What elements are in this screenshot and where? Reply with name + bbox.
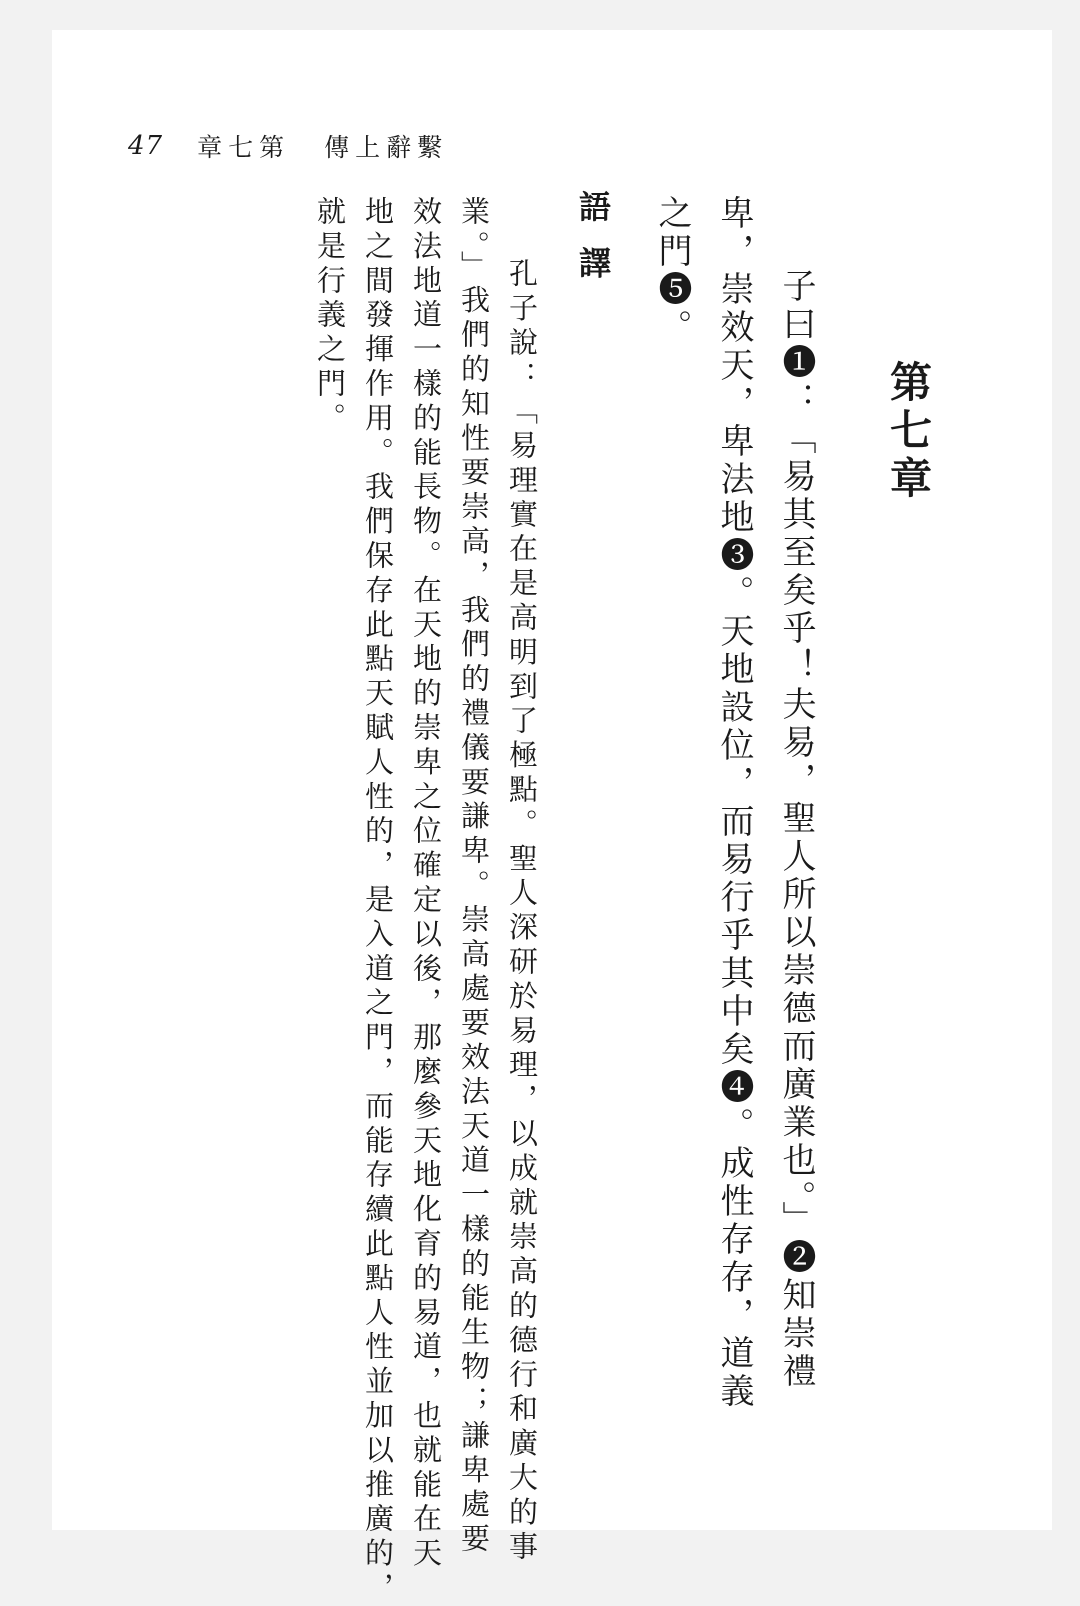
running-title-book: 傳上辭繫 (324, 133, 449, 162)
book-page (52, 30, 1052, 1530)
classic-text-line: 之門❺。 (652, 195, 692, 347)
translation-heading: 語譯 (574, 190, 612, 302)
translation-line: 業。」我們的知性要崇高，我們的禮儀要謙卑。崇高處要效法天道一樣的能生物；謙卑處要 (457, 196, 491, 1558)
page-header (128, 128, 448, 164)
classic-text-line: 子曰❶：「易其至矣乎！夫易，聖人所以崇德而廣業也。」❷知崇禮 (776, 268, 816, 1391)
chapter-title: 第七章 (884, 360, 933, 504)
translation-line: 就是行義之門。 (313, 196, 347, 437)
running-title-chapter: 章七第 (197, 133, 291, 162)
classic-text-line: 卑，崇效天，卑法地❸。天地設位，而易行乎其中矣❹。成性存存，道義 (714, 195, 754, 1411)
translation-line: 效法地道一樣的能長物。在天地的崇卑之位確定以後，那麼參天地化育的易道，也就能在天 (409, 196, 443, 1572)
translation-line: 地之間發揮作用。我們保存此點天賦人性的，是入道之門，而能存續此點人性並加以推廣的， (361, 196, 395, 1606)
page-number: 47 (128, 131, 164, 161)
translation-line: 孔子說：「易理實在是高明到了極點。聖人深研於易理，以成就崇高的德行和廣大的事 (505, 258, 539, 1566)
